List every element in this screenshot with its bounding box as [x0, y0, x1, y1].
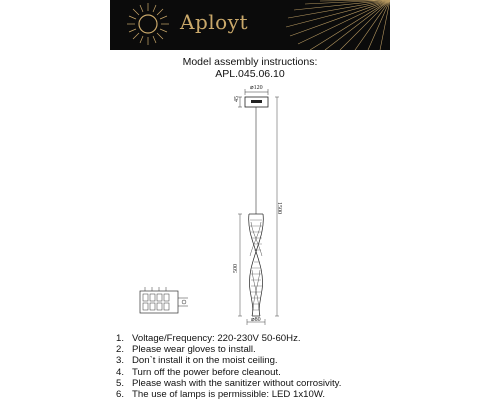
list-item-number: 1. — [116, 333, 125, 344]
canopy-detail — [251, 100, 262, 103]
list-item-number: 3. — [116, 355, 125, 367]
list-item — [116, 367, 341, 378]
canopy-diameter-label: ⌀120 — [250, 85, 263, 91]
shade-height-label: 500 — [233, 264, 239, 273]
list-item-number: 6. — [116, 389, 125, 400]
terminal-block — [140, 287, 188, 313]
shade-diameter-label: ⌀80 — [251, 317, 261, 323]
list-item — [116, 355, 341, 366]
brand-name: Aployt — [180, 10, 249, 34]
list-item-text: Turn off the power before cleanout. — [132, 366, 281, 378]
list-item-text: Voltage/Frequency: 220-230V 50-60Hz. — [132, 333, 301, 344]
model-number: APL.045.06.10 — [215, 68, 285, 80]
instructions-list — [116, 333, 341, 400]
list-item-number: 4. — [116, 366, 125, 378]
list-item-text: Don`t install it on the moist ceiling. — [132, 355, 278, 367]
total-height-label: 1500 — [276, 202, 282, 214]
list-item — [116, 389, 341, 400]
list-item — [116, 344, 341, 355]
list-item-text: Please wash with the sanitizer without corrosivity. — [132, 377, 342, 389]
twisted-shade — [249, 214, 264, 316]
list-item-text: Please wear gloves to install. — [132, 344, 256, 356]
list-item — [116, 333, 341, 344]
list-item-number: 2. — [116, 344, 125, 356]
list-item-number: 5. — [116, 377, 125, 389]
page-title: Model assembly instructions: — [182, 56, 318, 68]
canopy-height-label: 45 — [234, 96, 240, 102]
list-item-text: The use of lamps is permissible: LED 1x10W. — [132, 389, 326, 400]
list-item — [116, 378, 341, 389]
